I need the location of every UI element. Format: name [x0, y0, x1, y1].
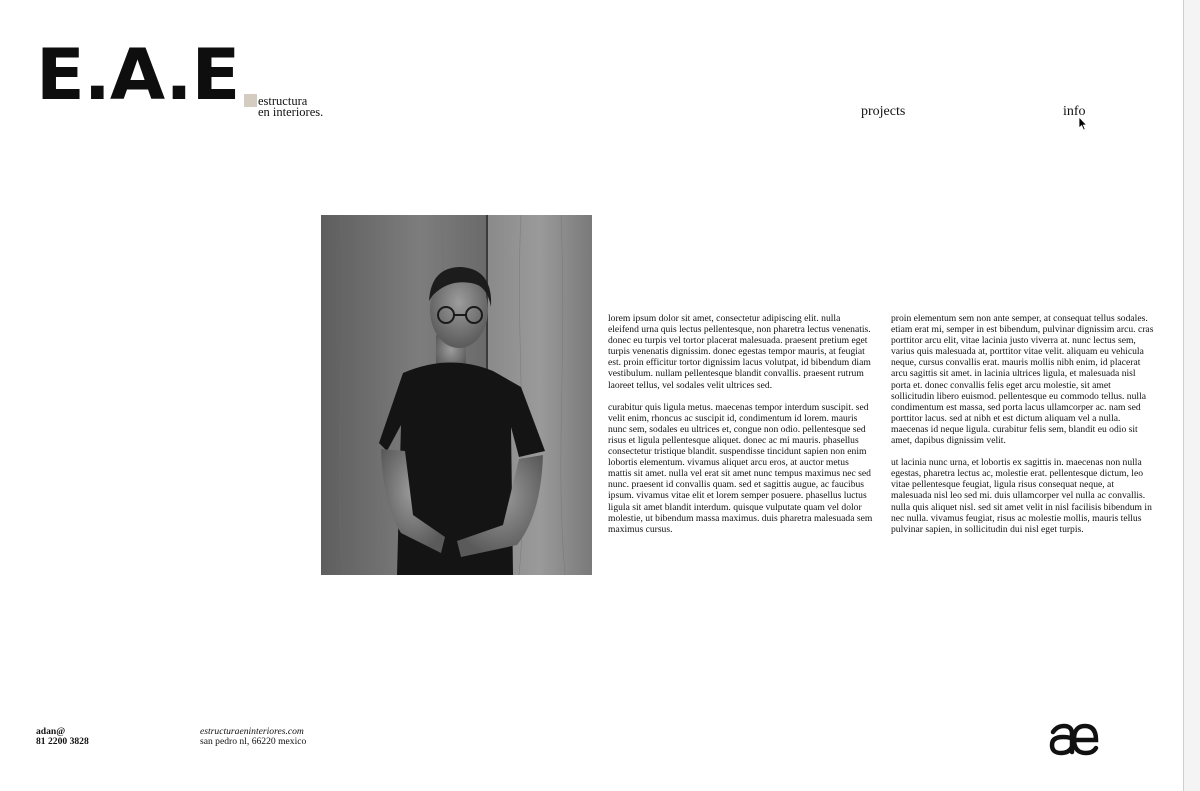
brand-tagline	[258, 96, 398, 118]
footer-address	[200, 727, 306, 746]
info-text-column-right	[891, 313, 1156, 546]
window-edge	[1183, 0, 1200, 791]
footer-location: san pedro nl, 66220 mexico	[200, 735, 307, 747]
footer-contact	[36, 727, 89, 746]
paragraph: curabitur quis ligula metus. maecenas tempor interdum suscipit. sed velit enim, rhoncus ac suscipit id, condimentum id lorem. mauris nunc sem, sodales eu ultrices et, congue non odio. pellentesque sed risus et ligula pellentesque aliquet. donec ac mi mauris. phasellus consectetur tristique blandit. suspendisse tincidunt sapien non enim lobortis elementum. vivamus aliquet arcu eros, at auctor metus mattis sit amet. nulla vel erat sit amet nunc tempus maximus nec sed nunc. praesent id convallis quam. sed et sagittis augue, ac faucibus ipsum. vivamus vitae elit et lorem semper posuere. phasellus luctus ligula sit amet blandit interdum. quisque vulputate quam vel dolor molestie, ut bibendum massa maximus. duis pharetra malesuada sem maximus cursus.	[608, 401, 873, 535]
tagline-line-2: en interiores.	[258, 105, 324, 119]
paragraph: proin elementum sem non ante semper, at consequat tellus sodales. etiam erat mi, semper in est bibendum, pulvinar dignissim arcu. cras porttitor arcu elit, vitae lacinia justo viverra at. nunc lectus sem, varius quis malesuada at, porttitor vitae velit. aliquam eu vehicula neque, cursus convallis erat. mauris mollis nibh enim, id placerat arcu sagittis sit amet. in lacinia ultrices ligula, et malesuada nisl porta et. donec convallis felis eget arcu molestie, sit amet sollicitudin libero euismod. pellentesque eu commodo tellus. nulla condimentum est massa, sed porta lacus ullamcorper ac. nam sed porttitor lacus. sed at nibh et est dictum aliquam vel a nulla. maecenas id neque ligula. curabitur felis sem, blandit eu odio sit amet, dapibus dignissim velit.	[891, 313, 1154, 447]
footer-email-link[interactable]: adan@	[36, 726, 66, 737]
brand-logo[interactable]	[36, 34, 324, 119]
brand-mark: E.A.E	[36, 34, 240, 116]
portrait-photo	[321, 215, 592, 575]
footer-website-link[interactable]: estructuraeninteriores.com	[200, 726, 304, 737]
info-text-column-left	[608, 313, 873, 546]
mouse-pointer-icon	[1078, 116, 1088, 131]
ae-ligature-icon	[1049, 722, 1099, 756]
tagline-line-1: estructura	[258, 94, 308, 108]
footer-ae-logo-icon[interactable]	[1049, 722, 1099, 760]
paragraph: ut lacinia nunc urna, et lobortis ex sagittis in. maecenas non nulla egestas, pharetra lectus ac, molestie erat. pellentesque dictum, leo vitae pellentesque feugiat, ligula risus consequat neque, at malesuada nisl leo sed mi. duis ullamcorper vel nulla ac convallis. nulla quis aliquet nisl. sed sit amet velit in nisl facilisis bibendum in nec nulla. vivamus feugiat, risus ac molestie mollis, mauris tellus pulvinar sapien, in sollicitudin dui nisl eget turpis.	[891, 457, 1152, 535]
footer-phone: 81 2200 3828	[36, 735, 89, 747]
nav-info-link[interactable]: info	[1063, 104, 1086, 119]
nav-projects-link[interactable]: projects	[861, 104, 906, 119]
brand-accent-square	[244, 94, 257, 107]
paragraph: lorem ipsum dolor sit amet, consectetur adipiscing elit. nulla eleifend urna quis lectus pellentesque, non pharetra lectus venenatis. donec eu turpis vel tortor placerat malesuada. praesent pretium eget turpis venenatis dignissim. donec egestas tempor mauris, at feugiat est. proin efficitur tortor dignissim lacus volutpat, id bibendum diam vestibulum. nullam pellentesque blandit convallis. praesent rutrum laoreet tellus, vel sodales velit ultrices sed.	[608, 313, 871, 391]
